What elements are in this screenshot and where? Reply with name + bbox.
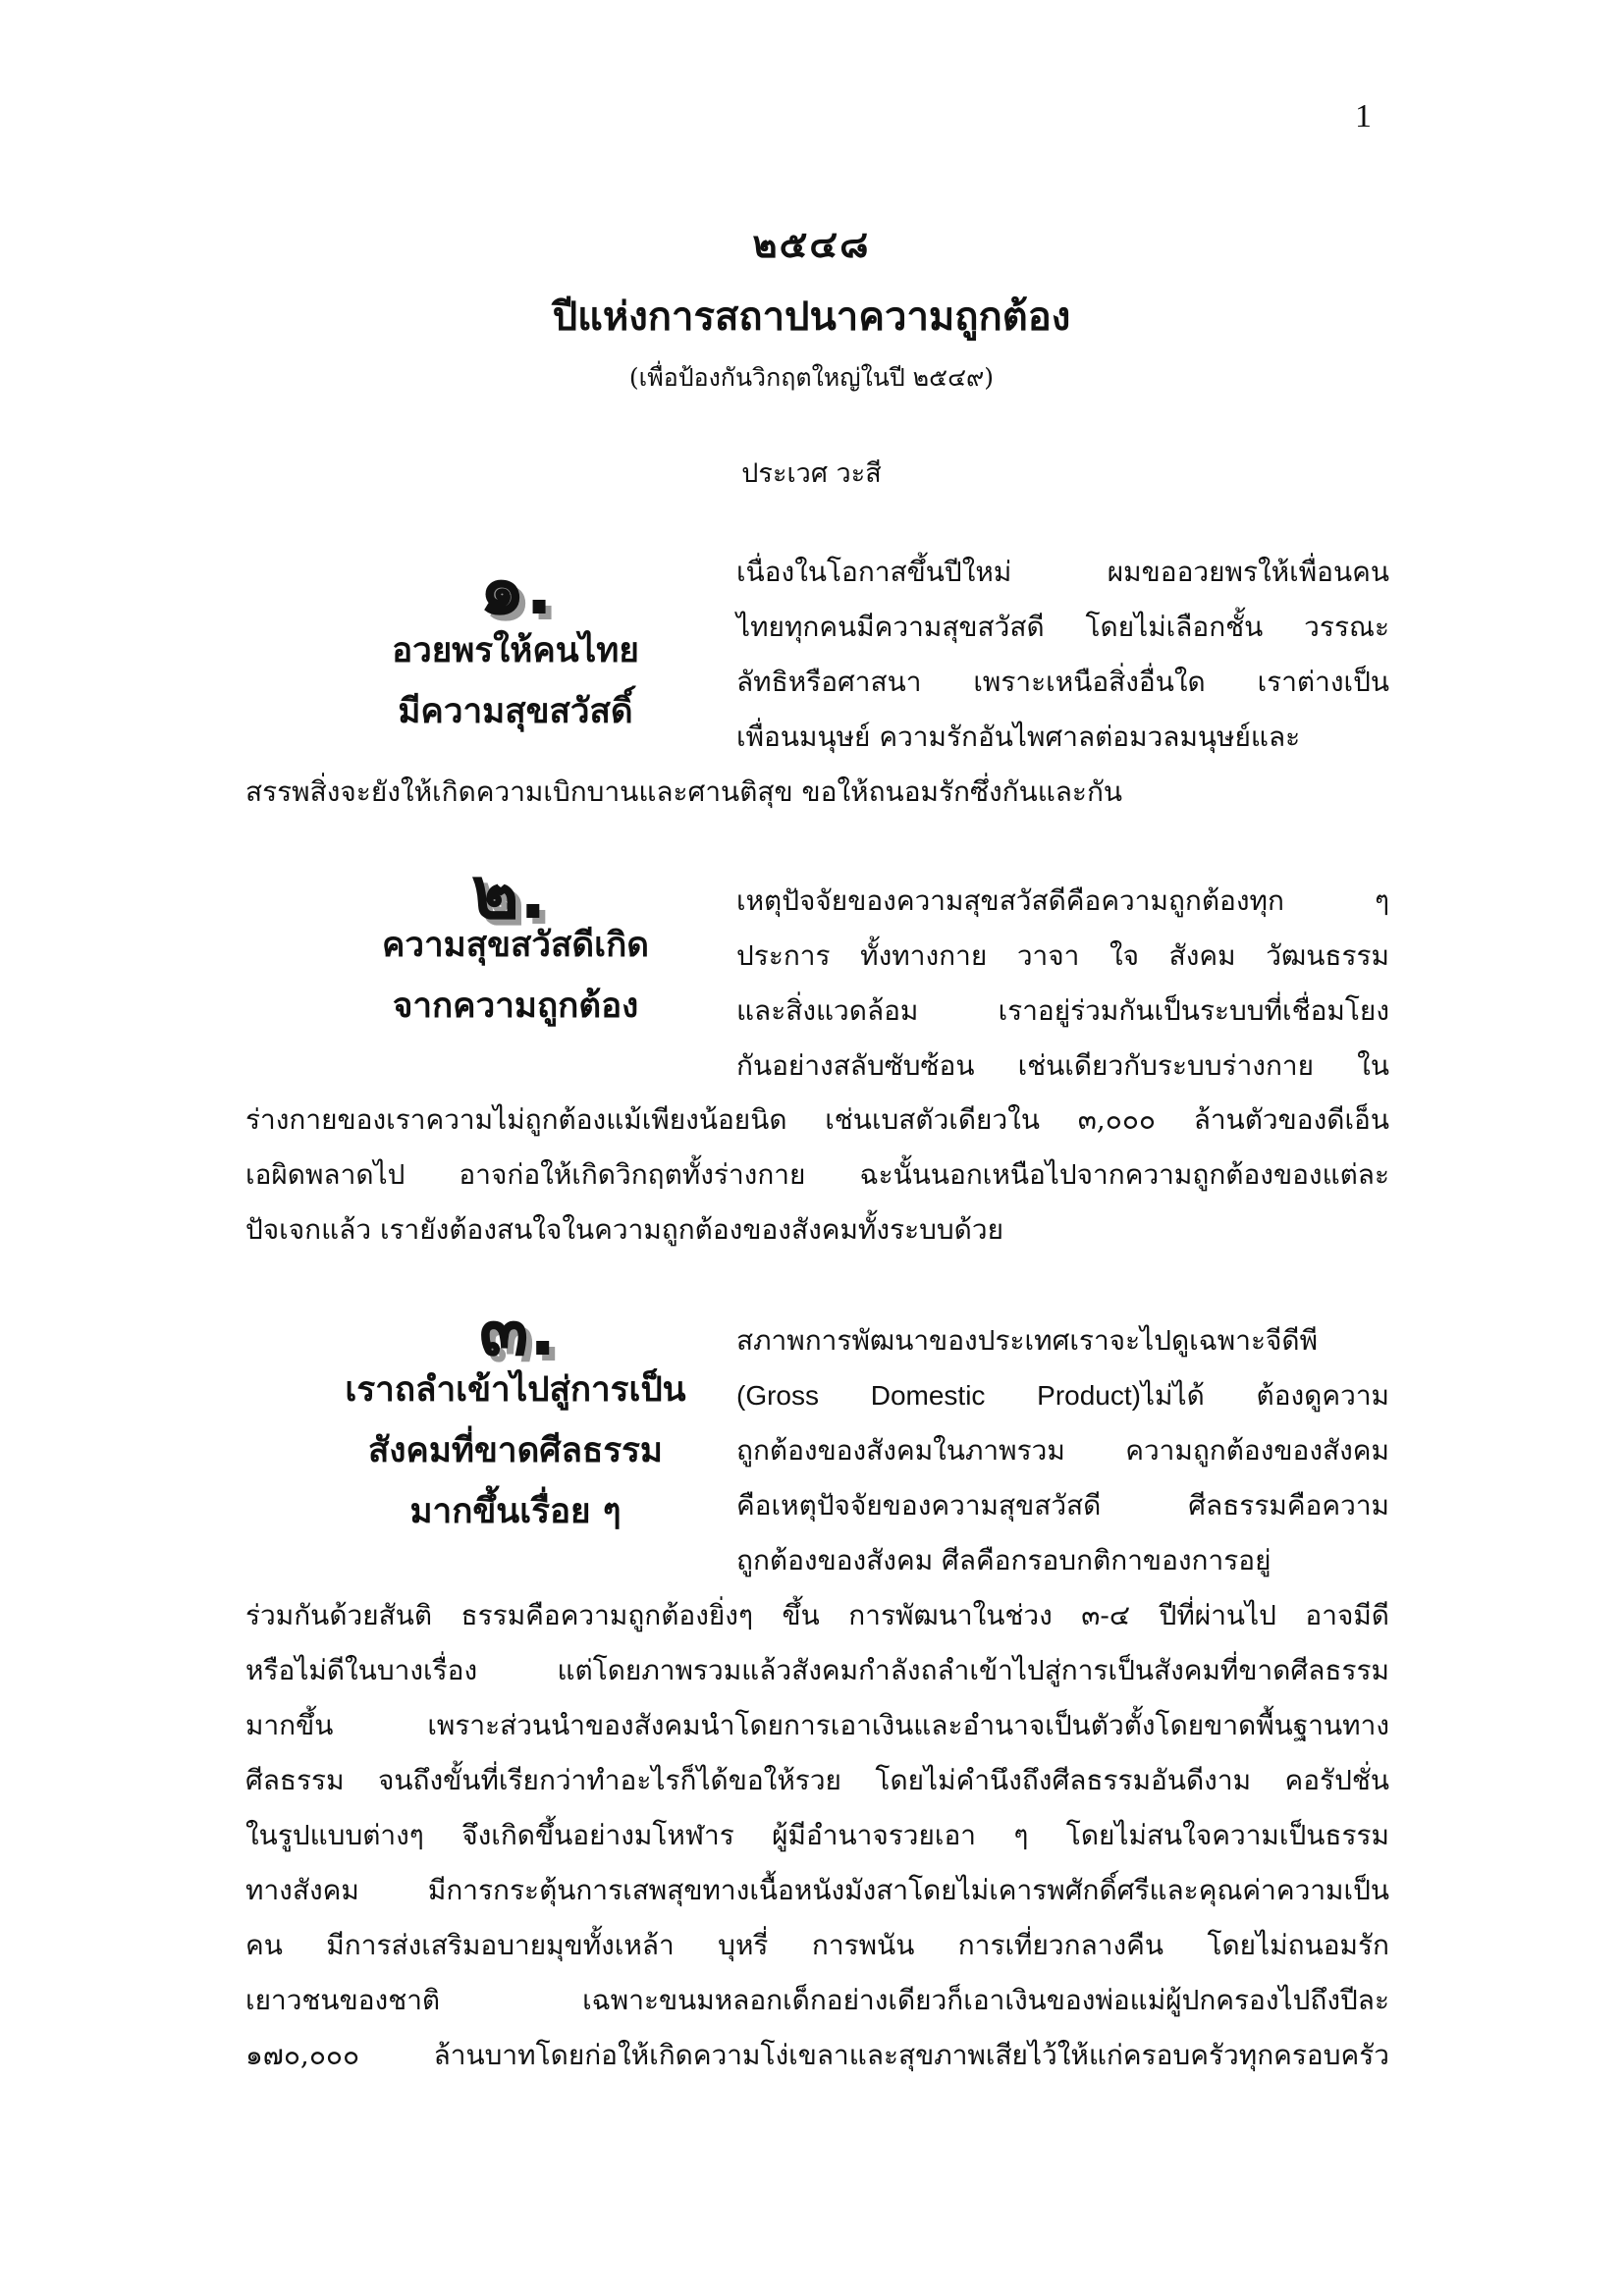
section-3-side-line: คือเหตุปัจจัยของความสุขสวัสดี ศีลธรรมคือความ <box>736 1489 1389 1522</box>
section-1-side-line: เนื่องในโอกาสขึ้นปีใหม่ ผมขออวยพรให้เพื่อนคน <box>736 556 1389 588</box>
section-3-side-line: สภาพการพัฒนาของประเทศเราจะไปดูเฉพาะจีดีพี <box>736 1324 1319 1357</box>
section-1-body-line: สรรพสิ่งจะยังให้เกิดความเบิกบานและศานติสุข ขอให้ถนอมรักซึ่งกันและกัน <box>245 775 1123 808</box>
section-3-body-line: ในรูปแบบต่างๆ จึงเกิดขึ้นอย่างมโหฬาร ผู้มีอำนาจรวยเอา ๆ โดยไม่สนใจความเป็นธรรม <box>245 1819 1389 1851</box>
page-number: 1 <box>1355 98 1372 134</box>
section-3-heading-line: มากขึ้นเรื่อย ๆ <box>409 1492 622 1531</box>
section-3-number: ๓. <box>479 1288 557 1372</box>
section-1-heading-line: อวยพรให้คนไทย <box>392 631 639 670</box>
section-2-side-line: และสิ่งแวดล้อม เราอยู่ร่วมกันเป็นระบบที่เชื่อมโยง <box>736 994 1389 1027</box>
section-3-body-line: ศีลธรรม จนถึงขั้นที่เรียกว่าทำอะไรก็ได้ขอให้รวย โดยไม่คำนึงถึงศีลธรรมอันดีงาม คอรัปชั่น <box>245 1764 1389 1796</box>
section-2-heading-line: จากความถูกต้อง <box>392 987 639 1026</box>
section-3-body-line: ๑๗๐,๐๐๐ ล้านบาทโดยก่อให้เกิดความโง่เขลาและสุขภาพเสียไว้ให้แก่ครอบครัวทุกครอบครัว <box>245 2039 1389 2071</box>
section-2-body-line: เอผิดพลาดไป อาจก่อให้เกิดวิกฤตทั้งร่างกาย ฉะนั้นนอกเหนือไปจากความถูกต้องของแต่ละ <box>245 1158 1389 1191</box>
section-2-body-line: ร่างกายของเราความไม่ถูกต้องแม้เพียงน้อยนิด เช่นเบสตัวเดียวใน ๓,๐๐๐ ล้านตัวของดีเอ็น <box>245 1103 1389 1136</box>
section-3-heading-line: เราถลำเข้าไปสู่การเป็น <box>345 1370 686 1410</box>
section-3-body-line: คน มีการส่งเสริมอบายมุขทั้งเหล้า บุหรี่ การพนัน การเที่ยวกลางคืน โดยไม่ถนอมรัก <box>245 1929 1389 1961</box>
section-2-side-line: เหตุปัจจัยของความสุขสวัสดีคือความถูกต้องทุก ๆ <box>736 884 1389 917</box>
section-3-side-line: ถูกต้องของสังคม ศีลคือกรอบกติกาของการอยู่ <box>736 1544 1271 1576</box>
section-3-body-line: มากขึ้น เพราะส่วนนำของสังคมนำโดยการเอาเงินและอำนาจเป็นตัวตั้งโดยขาดพื้นฐานทาง <box>245 1709 1389 1741</box>
section-2-number: ๒. <box>471 851 547 935</box>
section-2-side-text <box>736 874 1389 1094</box>
section-2-side-line: ประการ ทั้งทางกาย วาจา ใจ สังคม วัฒนธรรม <box>736 939 1389 972</box>
section-1-side-line: ไทยทุกคนมีความสุขสวัสดี โดยไม่เลือกชั้น วรรณะ <box>736 611 1389 643</box>
section-1-side-line: เพื่อนมนุษย์ ความรักอันไพศาลต่อมวลมนุษย์และ <box>736 721 1301 753</box>
section-2-body <box>245 1093 1389 1257</box>
section-3-side-line: (Gross Domestic Product)ไม่ได้ ต้องดูความ <box>736 1380 1389 1411</box>
section-3-heading-line: สังคมที่ขาดศีลธรรม <box>367 1431 663 1470</box>
section-1-heading-line: มีความสุขสวัสดิ์ <box>398 692 633 731</box>
document-year: ๒๕๔๘ <box>752 222 871 266</box>
section-3-side-line: ถูกต้องของสังคมในภาพรวม ความถูกต้องของสังคม <box>736 1434 1389 1467</box>
section-3-body-line: เยาวชนของชาติ เฉพาะขนมหลอกเด็กอย่างเดียวก็เอาเงินของพ่อแม่ผู้ปกครองไปถึงปีละ <box>245 1984 1389 2016</box>
section-2-heading <box>344 915 687 1037</box>
section-1-body <box>245 765 1389 820</box>
section-3-side-text <box>736 1313 1389 1588</box>
section-1-side-line: ลัทธิหรือศาสนา เพราะเหนือสิ่งอื่นใด เราต่างเป็น <box>736 666 1389 698</box>
document-author: ประเวศ วะสี <box>741 458 882 489</box>
section-1-side-text <box>736 545 1389 765</box>
section-3-heading <box>319 1360 712 1542</box>
document-title: ปีแห่งการสถาปนาความถูกต้อง <box>552 294 1071 340</box>
section-2-body-line: ปัจเจกแล้ว เรายังต้องสนใจในความถูกต้องของสังคมทั้งระบบด้วย <box>245 1213 1003 1246</box>
section-1-number: ๑. <box>479 547 554 631</box>
document-subtitle: (เพื่อป้องกันวิกฤตใหญ่ในปี ๒๕๔๙) <box>628 363 995 392</box>
section-3-body-line: ร่วมกันด้วยสันติ ธรรมคือความถูกต้องยิ่งๆ ขึ้น การพัฒนาในช่วง ๓-๔ ปีที่ผ่านไป อาจมีดี <box>245 1599 1389 1631</box>
section-3-body-line: ทางสังคม มีการกระตุ้นการเสพสุขทางเนื้อหนังมังสาโดยไม่เคารพศักดิ์ศรีและคุณค่าความเป็น <box>245 1874 1389 1906</box>
section-2-heading-line: ความสุขสวัสดีเกิด <box>381 926 650 965</box>
section-2-side-line: กันอย่างสลับซับซ้อน เช่นเดียวกับระบบร่างกาย ใน <box>736 1049 1389 1082</box>
section-3-body <box>245 1588 1389 2083</box>
section-3-body-line: หรือไม่ดีในบางเรื่อง แต่โดยภาพรวมแล้วสังคมกำลังถลำเข้าไปสู่การเป็นสังคมที่ขาดศีลธรรม <box>245 1654 1389 1686</box>
section-1-heading <box>353 620 677 742</box>
